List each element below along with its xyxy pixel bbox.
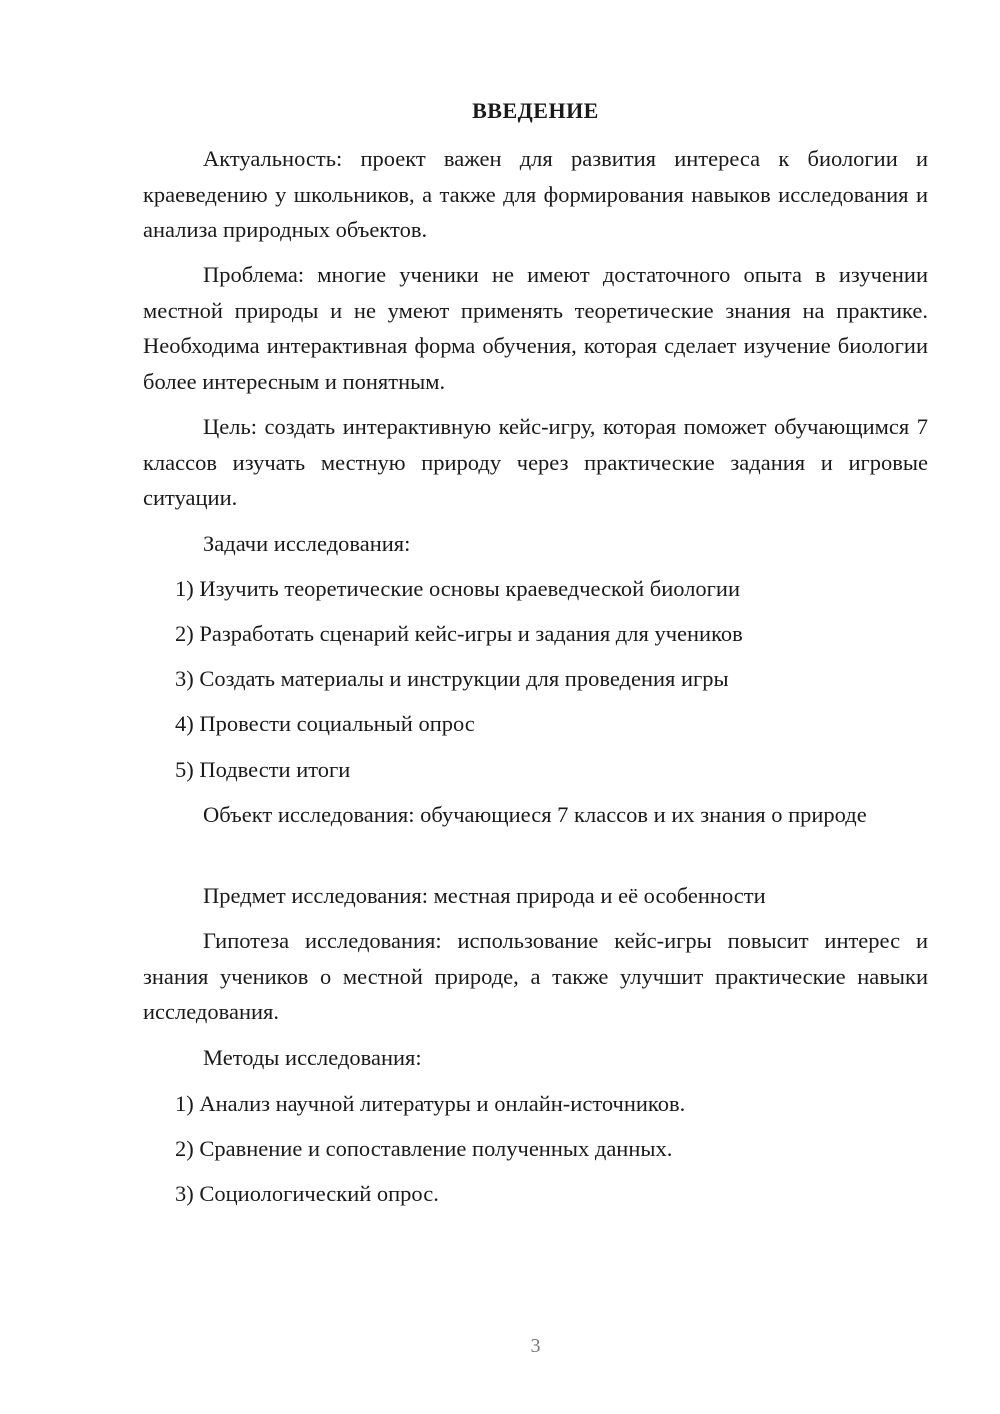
task-item-2: 2) Разработать сценарий кейс-игры и задания для учеников	[175, 621, 743, 646]
method-item-3: 3) Социологический опрос.	[175, 1181, 439, 1206]
method-item-2: 2) Сравнение и сопоставление полученных данных.	[175, 1136, 673, 1161]
task-item-5: 5) Подвести итоги	[175, 757, 351, 782]
relevance-paragraph: Актуальность: проект важен для развития интереса к биологии и краеведению у школьников, а также для формирования навыков исследования и анализа природных объектов.	[143, 146, 928, 242]
tasks-title: Задачи исследования:	[203, 531, 411, 556]
section-heading: ВВЕДЕНИЕ	[472, 98, 599, 123]
task-item-3: 3) Создать материалы и инструкции для проведения игры	[175, 666, 729, 691]
goal-paragraph: Цель: создать интерактивную кейс-игру, которая поможет обучающимся 7 классов изучать местную природу через практические задания и игровые ситуации.	[143, 414, 928, 510]
methods-title: Методы исследования:	[203, 1045, 422, 1070]
document-page	[143, 0, 928, 1414]
object-paragraph: Объект исследования: обучающиеся 7 классов и их знания о природе	[203, 802, 867, 827]
problem-paragraph: Проблема: многие ученики не имеют достаточного опыта в изучении местной природы и не умеют применять теоретические знания на практике. Необходима интерактивная форма обучения, которая сделает изучение биологии более интересным и понятным.	[143, 262, 928, 394]
task-item-1: 1) Изучить теоретические основы краеведческой биологии	[175, 576, 740, 601]
method-item-1: 1) Анализ научной литературы и онлайн-источников.	[175, 1091, 686, 1116]
task-item-4: 4) Провести социальный опрос	[175, 711, 475, 736]
page-number: 3	[530, 1335, 541, 1357]
hypothesis-paragraph: Гипотеза исследования: использование кейс-игры повысит интерес и знания учеников о местной природе, а также улучшит практические навыки исследования.	[143, 928, 928, 1024]
subject-paragraph: Предмет исследования: местная природа и её особенности	[203, 883, 766, 908]
